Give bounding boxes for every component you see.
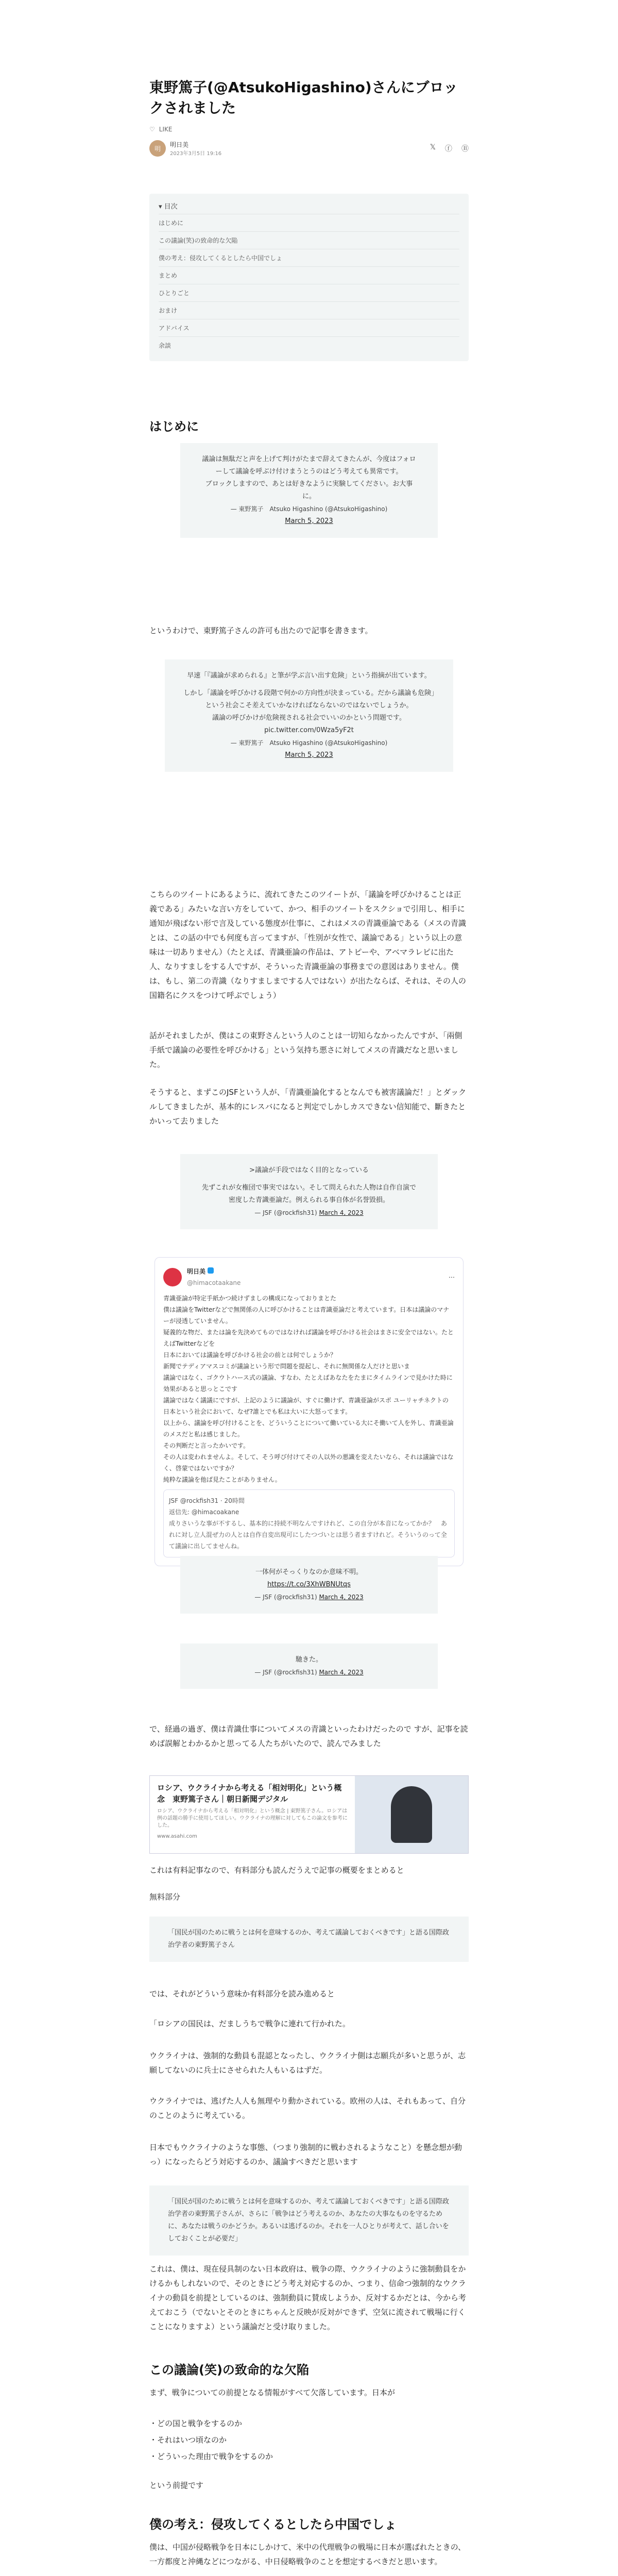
embedded-quote-6 <box>149 1917 469 1962</box>
share-icons <box>430 143 469 154</box>
verified-icon <box>208 1267 214 1274</box>
paragraph: これは有料記事なので、有料部分も読んだうえで記事の概要をまとめると <box>149 1866 404 1875</box>
list-item: ・どの国と戦争をするのか <box>149 2419 243 2428</box>
toc-item[interactable]: この議論(笑)の致命的な欠陥 <box>159 231 459 249</box>
avatar[interactable]: 明 <box>149 140 166 157</box>
paragraph: これは、僕は、現在侵具制のない日本政府は、戦争の際、ウクライナのように強制動員をかけるかもしれないので、そのときにどう考え対応するのか、つまり、信命つ強制的なウクライナの動員を前提としているのは、強制動員に賛成しようか、反対するかだとは、今から考えておこう（でないとそのときにちゃんと反映が反対ができず、空気に流されて戦場に行くことになりますよ）という議論だと受け取りました。 <box>149 2264 467 2331</box>
toc-heading[interactable]: ▾ 目次 <box>159 203 178 211</box>
toc-item[interactable]: 僕の考え：侵攻してくるとしたら中国でしょ <box>159 249 459 266</box>
quote-source: — 東野篤子 Atsuko Higashino (@AtsukoHigashino) <box>230 739 388 747</box>
article-header <box>149 77 469 157</box>
quote-line: ブロックしますので、あとは好きなように実験してください。お大事に。 <box>205 480 413 500</box>
paragraph: 話がそれましたが、僕はこの東野さんという人のことは一切知らなかったんですが、「兩側手紙で議論の必要性を呼びかける」という気持ち悪さに対してメスの青識だなと思いました。 <box>149 1031 462 1069</box>
quote-line: 議論は無駄だと声を上げて判けがたまで辞えてきたんが、今度はフォローして議論を呼ぶけ付けまうとうのはどう考えても異常です。 <box>202 455 416 476</box>
quote-line: 馳きた。 <box>295 1656 322 1664</box>
embedded-quote-2 <box>149 659 469 772</box>
tweet-card[interactable] <box>149 1257 469 1566</box>
tweet-line: 日本においては議論を呼びかける社会の前とは何でしょうか？ <box>163 1351 337 1359</box>
paragraph: で、経過の過ぎ、僕は青識仕事についてメスの青識といったわけだったので すが、記事を読めば誤解とわかるかと思ってる人たちがいたので、読んでみました <box>149 1724 468 1748</box>
x-icon[interactable]: 𝕏 <box>430 143 436 151</box>
paragraph: そうすると、まずこのJSFという人が、「青識亜論化するとなんでも被害議論だ！」とダックルしてきましたが、基本的にレスバになると判定でしかしカスできない信知能で、斷きたとかいって去りました <box>149 1088 467 1126</box>
quote-date-link[interactable]: March 4, 2023 <box>319 1669 364 1676</box>
paragraph: というわけで、東野篤子さんの許可も出たので記事を書きます。 <box>149 626 373 635</box>
quote-source: — JSF (@rockfish31) March 4, 2023 <box>254 1669 364 1676</box>
section-heading: この議論(笑)の致命的な欠陥 <box>149 2363 309 2377</box>
section-heading: はじめに <box>149 419 199 434</box>
meta-row <box>149 140 469 157</box>
paragraph: 「ロシアの国民は、だましうちで戦争に連れて行かれた。 <box>149 2019 350 2028</box>
tweet-line: 新聞でテディアマスコミが議論という形で問題を提起し、それに無関係な人だけと思いま <box>163 1363 410 1370</box>
tweet-avatar[interactable] <box>163 1268 182 1286</box>
author-name[interactable]: 明日美 <box>170 141 189 148</box>
link-card-thumbnail <box>355 1776 468 1853</box>
toc-item[interactable]: 余談 <box>159 336 459 354</box>
quote-line: しかし「議論を呼びかける段階で何かの方向性が決まっている。だから議論も危険」という社会こそ差えていかなければならないのではないでしょうか。 <box>183 689 435 709</box>
paragraph: ウクライナでは、逃げた人人も無理やり動かされている。欧州の人は、それもあって、自分のことのように考えている。 <box>149 2096 466 2120</box>
tweet-line: 議論ではなく、ゴクウトハース式の議論、すなわ、たとえばあなたをたまにタイムラインで見かけた時に効果があると思っとこです <box>163 1374 453 1393</box>
toc-item[interactable]: アドバイス <box>159 319 459 336</box>
bullet-list <box>149 2415 469 2465</box>
quote-line: 一体何がそっくりなのか意味不明。 <box>255 1568 363 1576</box>
quote-line: 「国民が国のために戦うとは何を意味するのか、考えて議論しておくべきです」と語る国際政治学者の東野篤子さん <box>168 1929 450 1949</box>
quoted-tweet-reply: 返信先: @himacoakane <box>169 1509 239 1516</box>
embedded-quote-4 <box>149 1556 469 1614</box>
tweet-line: 僕は議論をTwitterなどで無関係の人に呼びかけることは青識亜論だと考えています。日本は議論のマナーが浸透していません。 <box>163 1306 450 1325</box>
quote-line: 「国民が国のために戦うとは何を意味するのか、考えて議論しておくべきです」と語る国際政治学者の東野篤子さんが、さらに「戦争はどう考えるのか、あなたの大事なものを守るために、あなたは戦うのかどうか。あるいは逃げるのか。それを一人ひとりが考えて、話し合いをしておくことが必要だ」 <box>168 2198 450 2243</box>
quoted-tweet[interactable] <box>163 1489 455 1557</box>
paragraph: では、それがどういう意味か有料部分を読み進めると <box>149 1989 335 1998</box>
paragraph: こちらのツイートにあるように、流れてきたこのツイートが、「議論を呼びかけることは正義である」みたいな言い方をしていて、かつ、相手のツイートをスクショで引用し、相手に通知が飛ばない形で言及している態度が仕事に、これはメスの青識亜論である（メスの青識とは、この話の中でも何度も言ってますが、「性別が女性で、議論である」という以上の意味は一切ありません）（たとえば、青識亜論の作品は、アトピーや、アベマラレピに出た人、なりすましをする人ですが、そういった青識亜論の事務までの意図はありません。僕は、もし、第二の青識（なりすましまでする人ではない）が出たならば、それは、その人の国籍名にクスをつけて呼ぶでしょう） <box>149 890 467 1000</box>
embedded-quote-7 <box>149 2185 469 2256</box>
heart-icon[interactable]: ♡ <box>149 126 155 133</box>
quote-line: 議論の呼びかけが危険视される社会でいいのかという問題です。 pic.twitter.com/0Wza5yF2t <box>212 714 406 734</box>
paragraph: ウクライナは、強制的な動員も混認となったし、ウクライナ側は志願兵が多いと思うが、志願してないのに兵士にさせられた人もいるはずだ。 <box>149 2051 466 2075</box>
tweet-handle[interactable]: @himacotaakane <box>187 1279 241 1286</box>
paragraph: 日本でもウクライナのような事態、（つまり強制的に戦わされるようなこと）を懸念想が動っ）になったらどう対応するのか、議論すべきだと思います <box>149 2143 462 2166</box>
paragraph: 僕は、中国が侵略戦争を日本にしかけて、米中の代理戦争の戦場に日本が選ばれたときの、一方都度と沖縄などにつながる、中日侵略戦争のことを想定するべきだと思います。 <box>149 2543 466 2566</box>
quote-source: — JSF (@rockfish31) March 4, 2023 <box>254 1209 364 1216</box>
tweet-line: その判断だと言ったかいです。 <box>163 1442 250 1449</box>
quote-link[interactable]: https://t.co/3XhWBNUtqs <box>267 1581 351 1588</box>
embedded-quote-5 <box>149 1643 469 1689</box>
tweet-line: 議論ではなく議議にですが、上記のように議論が、すぐに働けず、青識亜論がスポ ユーリャチネクトの日本という社会において、なぜ?誰とでも私は大いに大怒ってます。 <box>163 1397 449 1415</box>
hatena-icon[interactable]: Ⓑ <box>461 145 469 153</box>
quote-line: >議論が手段ではなく目的となっている <box>249 1166 369 1174</box>
quote-date-link[interactable]: March 5, 2023 <box>285 517 333 525</box>
list-item: ・それはいつ頃なのか <box>149 2435 227 2445</box>
author-block[interactable] <box>149 140 221 157</box>
list-item: ・どういった理由で戦争をするのか <box>149 2452 273 2461</box>
quote-line: 早速「『議論が求められる』と筆が学ぶ言い出す危険」という指摘が出ています。 <box>187 672 431 680</box>
more-icon[interactable]: ⋯ <box>449 1274 455 1281</box>
toc-item[interactable]: まとめ <box>159 266 459 284</box>
tweet-line: その人は変われませんよ。そして、そう呼び付けてその人以外の悪識を変えたいなら、それは議論ではなく、啓蒙ではないですか？ <box>163 1453 454 1472</box>
post-date: 2023年3月5日 19:16 <box>170 151 222 157</box>
toc-item[interactable]: ひとりごと <box>159 284 459 301</box>
facebook-icon[interactable]: ⓕ <box>445 145 452 153</box>
tweet-line: 疑義的な物だ、または論を先決めてものではなければ議論を呼びかける社会はまさに安全ではない。たとえばTwitterなどを <box>163 1329 454 1347</box>
tweet-author[interactable]: 明日美 <box>187 1266 241 1277</box>
page-title: 東野篤子(@AtsukoHigashino)さんにブロックされました <box>149 79 458 116</box>
link-card[interactable] <box>149 1775 469 1854</box>
paragraph: という前提です <box>149 2481 204 2490</box>
toc-item[interactable]: おまけ <box>159 301 459 319</box>
quote-source: — 東野篤子 Atsuko Higashino (@AtsukoHigashino) <box>230 505 388 513</box>
tweet-line: 純粋な議論を他ば見たことがありません。 <box>163 1476 281 1483</box>
quoted-tweet-text: 成りさいうな事が不するし、基本的に持続不明なんですけれど、この自分が本音になってかか？ あれに対し立人混ぜ力の人とは自作自変出現可にしたつづいとは思う者ますけれど。そういうのって全て議論に出してませんね。 <box>169 1520 448 1550</box>
table-of-contents <box>149 194 469 361</box>
quote-line: 先ずこれが女権団で事実ではない。そして問えられた人物は自作自演で密度した青識亜論だ。例えられる事自体が名誉毀損。 <box>201 1184 416 1204</box>
embedded-quote-1 <box>149 443 469 538</box>
quote-source: — JSF (@rockfish31) March 4, 2023 <box>254 1594 364 1601</box>
quote-date-link[interactable]: March 5, 2023 <box>285 751 333 759</box>
paragraph: まず、戦争についての前提となる情報がすべて欠落しています。日本が <box>149 2388 396 2397</box>
like-row[interactable] <box>149 126 469 133</box>
embedded-quote-3 <box>149 1154 469 1229</box>
tweet-line: 青識亜論が特定手紙かつ続けずましの構成になっておりまとた <box>163 1295 337 1302</box>
link-card-desc: ロシア、ウクライナから考える「相対明化」という概念 | 東野篤子さん。ロシアは例の話題の勝手に使用してほしい。ウクライナの理解に対してもこの論文を参考にした。 <box>157 1808 348 1828</box>
tweet-line: 以上から、議論を呼び付けることを、どういうことについて働いている大にそ働いて人を外し、青識亜論のメスだと私は感じました。 <box>163 1419 454 1438</box>
section-heading: 僕の考え：侵攻してくるとしたら中国でしょ <box>149 2517 397 2532</box>
link-card-domain: www.asahi.com <box>157 1834 197 1839</box>
like-label[interactable]: LIKE <box>159 126 173 133</box>
quote-date-link[interactable]: March 4, 2023 <box>319 1594 364 1601</box>
link-card-title[interactable]: ロシア、ウクライナから考える「相対明化」という概念 東野篤子さん｜朝日新聞デジタル <box>157 1783 342 1804</box>
toc-item[interactable]: はじめに <box>159 214 459 231</box>
paragraph: 無料部分 <box>149 1892 181 1902</box>
quote-date-link[interactable]: March 4, 2023 <box>319 1209 364 1216</box>
quoted-tweet-author[interactable]: JSF @rockfish31 · 20時間 <box>169 1497 245 1504</box>
